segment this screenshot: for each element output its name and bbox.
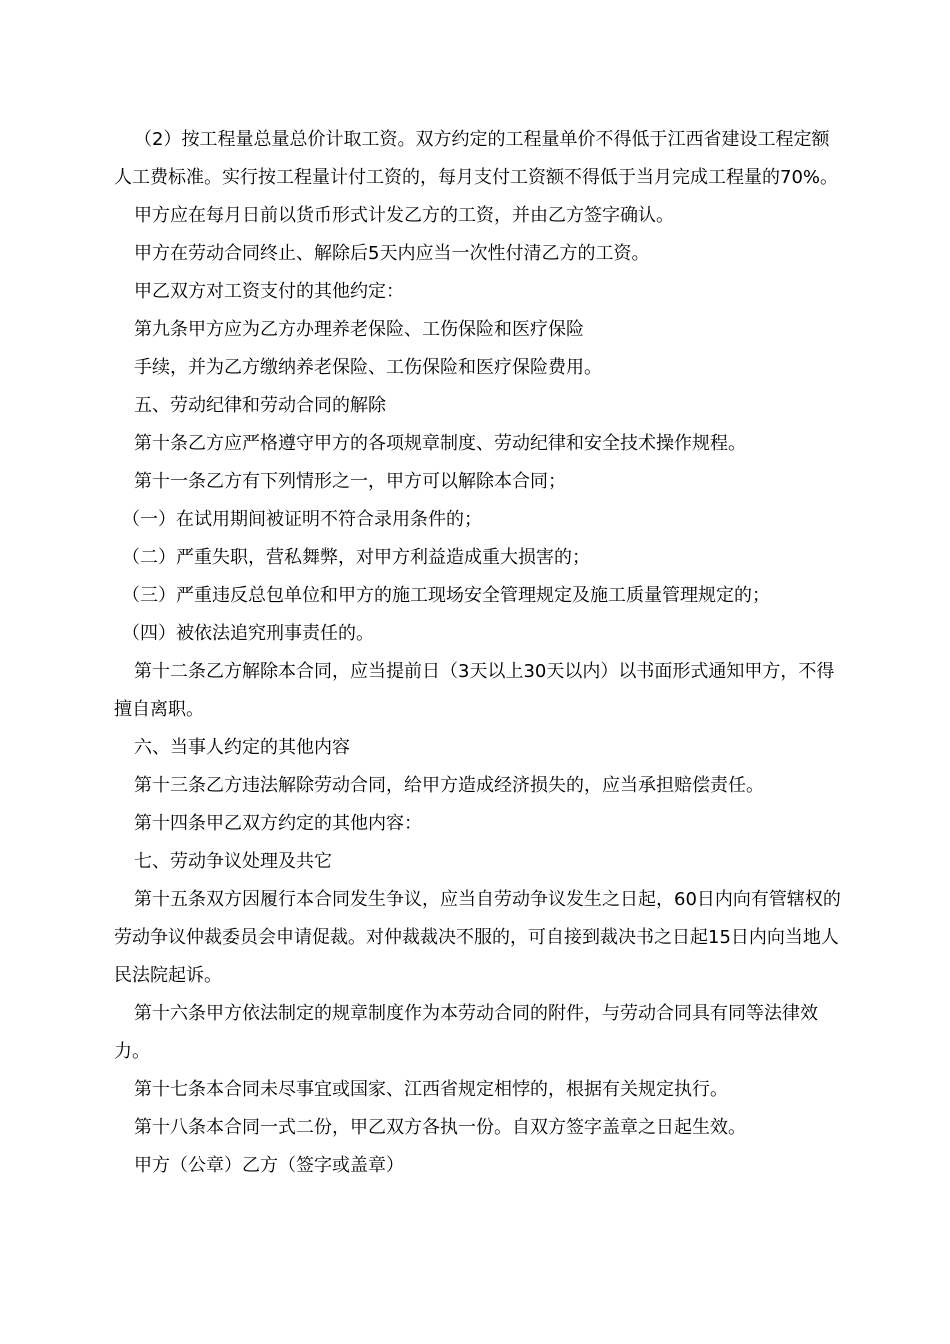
paragraph-other-wage-terms: 甲乙双方对工资支付的其他约定： [134, 281, 404, 302]
list-item-dereliction: （二）严重失职，营私舞弊，对甲方利益造成重大损害的； [122, 547, 590, 568]
paragraph-article-10: 第十条乙方应严格遵守甲方的各项规章制度、劳动纪律和安全技术操作规程。 [134, 433, 746, 454]
paragraph-article-11: 第十一条乙方有下列情形之一，甲方可以解除本合同； [134, 471, 566, 492]
paragraph-article-12: 第十二条乙方解除本合同，应当提前日（3天以上30天以内）以书面形式通知甲方，不得擅自离职。 [114, 661, 835, 720]
list-item-probation: （一）在试用期间被证明不符合录用条件的； [122, 509, 482, 530]
paragraph-article-16: 第十六条甲方依法制定的规章制度作为本劳动合同的附件，与劳动合同具有同等法律效力。 [114, 1003, 818, 1062]
section-heading-other-terms: 六、当事人约定的其他内容 [134, 737, 350, 758]
document-body [114, 121, 844, 1185]
paragraph-wage-by-quantity: （2）按工程量总量总价计取工资。双方约定的工程量单价不得低于江西省建设工程定额人工费标准。实行按工程量计付工资的，每月支付工资额不得低于当月完成工程量的70%。 [114, 129, 839, 188]
section-heading-disputes: 七、劳动争议处理及共它 [134, 851, 332, 872]
list-item-safety-violation: （三）严重违反总包单位和甲方的施工现场安全管理规定及施工质量管理规定的； [122, 585, 770, 606]
paragraph-article-9-continued: 手续，并为乙方缴纳养老保险、工伤保险和医疗保险费用。 [134, 357, 602, 378]
paragraph-article-18: 第十八条本合同一式二份，甲乙双方各执一份。自双方签字盖章之日起生效。 [134, 1117, 746, 1138]
paragraph-article-17: 第十七条本合同未尽事宜或国家、江西省规定相悖的，根据有关规定执行。 [134, 1079, 728, 1100]
signature-line: 甲方（公章）乙方（签字或盖章） [134, 1155, 404, 1176]
paragraph-article-13: 第十三条乙方违法解除劳动合同，给甲方造成经济损失的，应当承担赔偿责任。 [134, 775, 764, 796]
paragraph-article-14: 第十四条甲乙双方约定的其他内容： [134, 813, 422, 834]
paragraph-article-15: 第十五条双方因履行本合同发生争议，应当自劳动争议发生之日起，60日内向有管辖权的劳动争议仲裁委员会申请促裁。对仲裁裁决不服的，可自接到裁决书之日起15日内向当地人民法院起诉。 [114, 889, 841, 986]
paragraph-article-9: 第九条甲方应为乙方办理养老保险、工伤保险和医疗保险 [134, 319, 584, 340]
paragraph-monthly-payment: 甲方应在每月日前以货币形式计发乙方的工资，并由乙方签字确认。 [134, 205, 674, 226]
section-heading-discipline: 五、劳动纪律和劳动合同的解除 [134, 395, 386, 416]
list-item-criminal: （四）被依法追究刑事责任的。 [122, 623, 374, 644]
paragraph-final-payment: 甲方在劳动合同终止、解除后5天内应当一次性付清乙方的工资。 [134, 243, 650, 264]
